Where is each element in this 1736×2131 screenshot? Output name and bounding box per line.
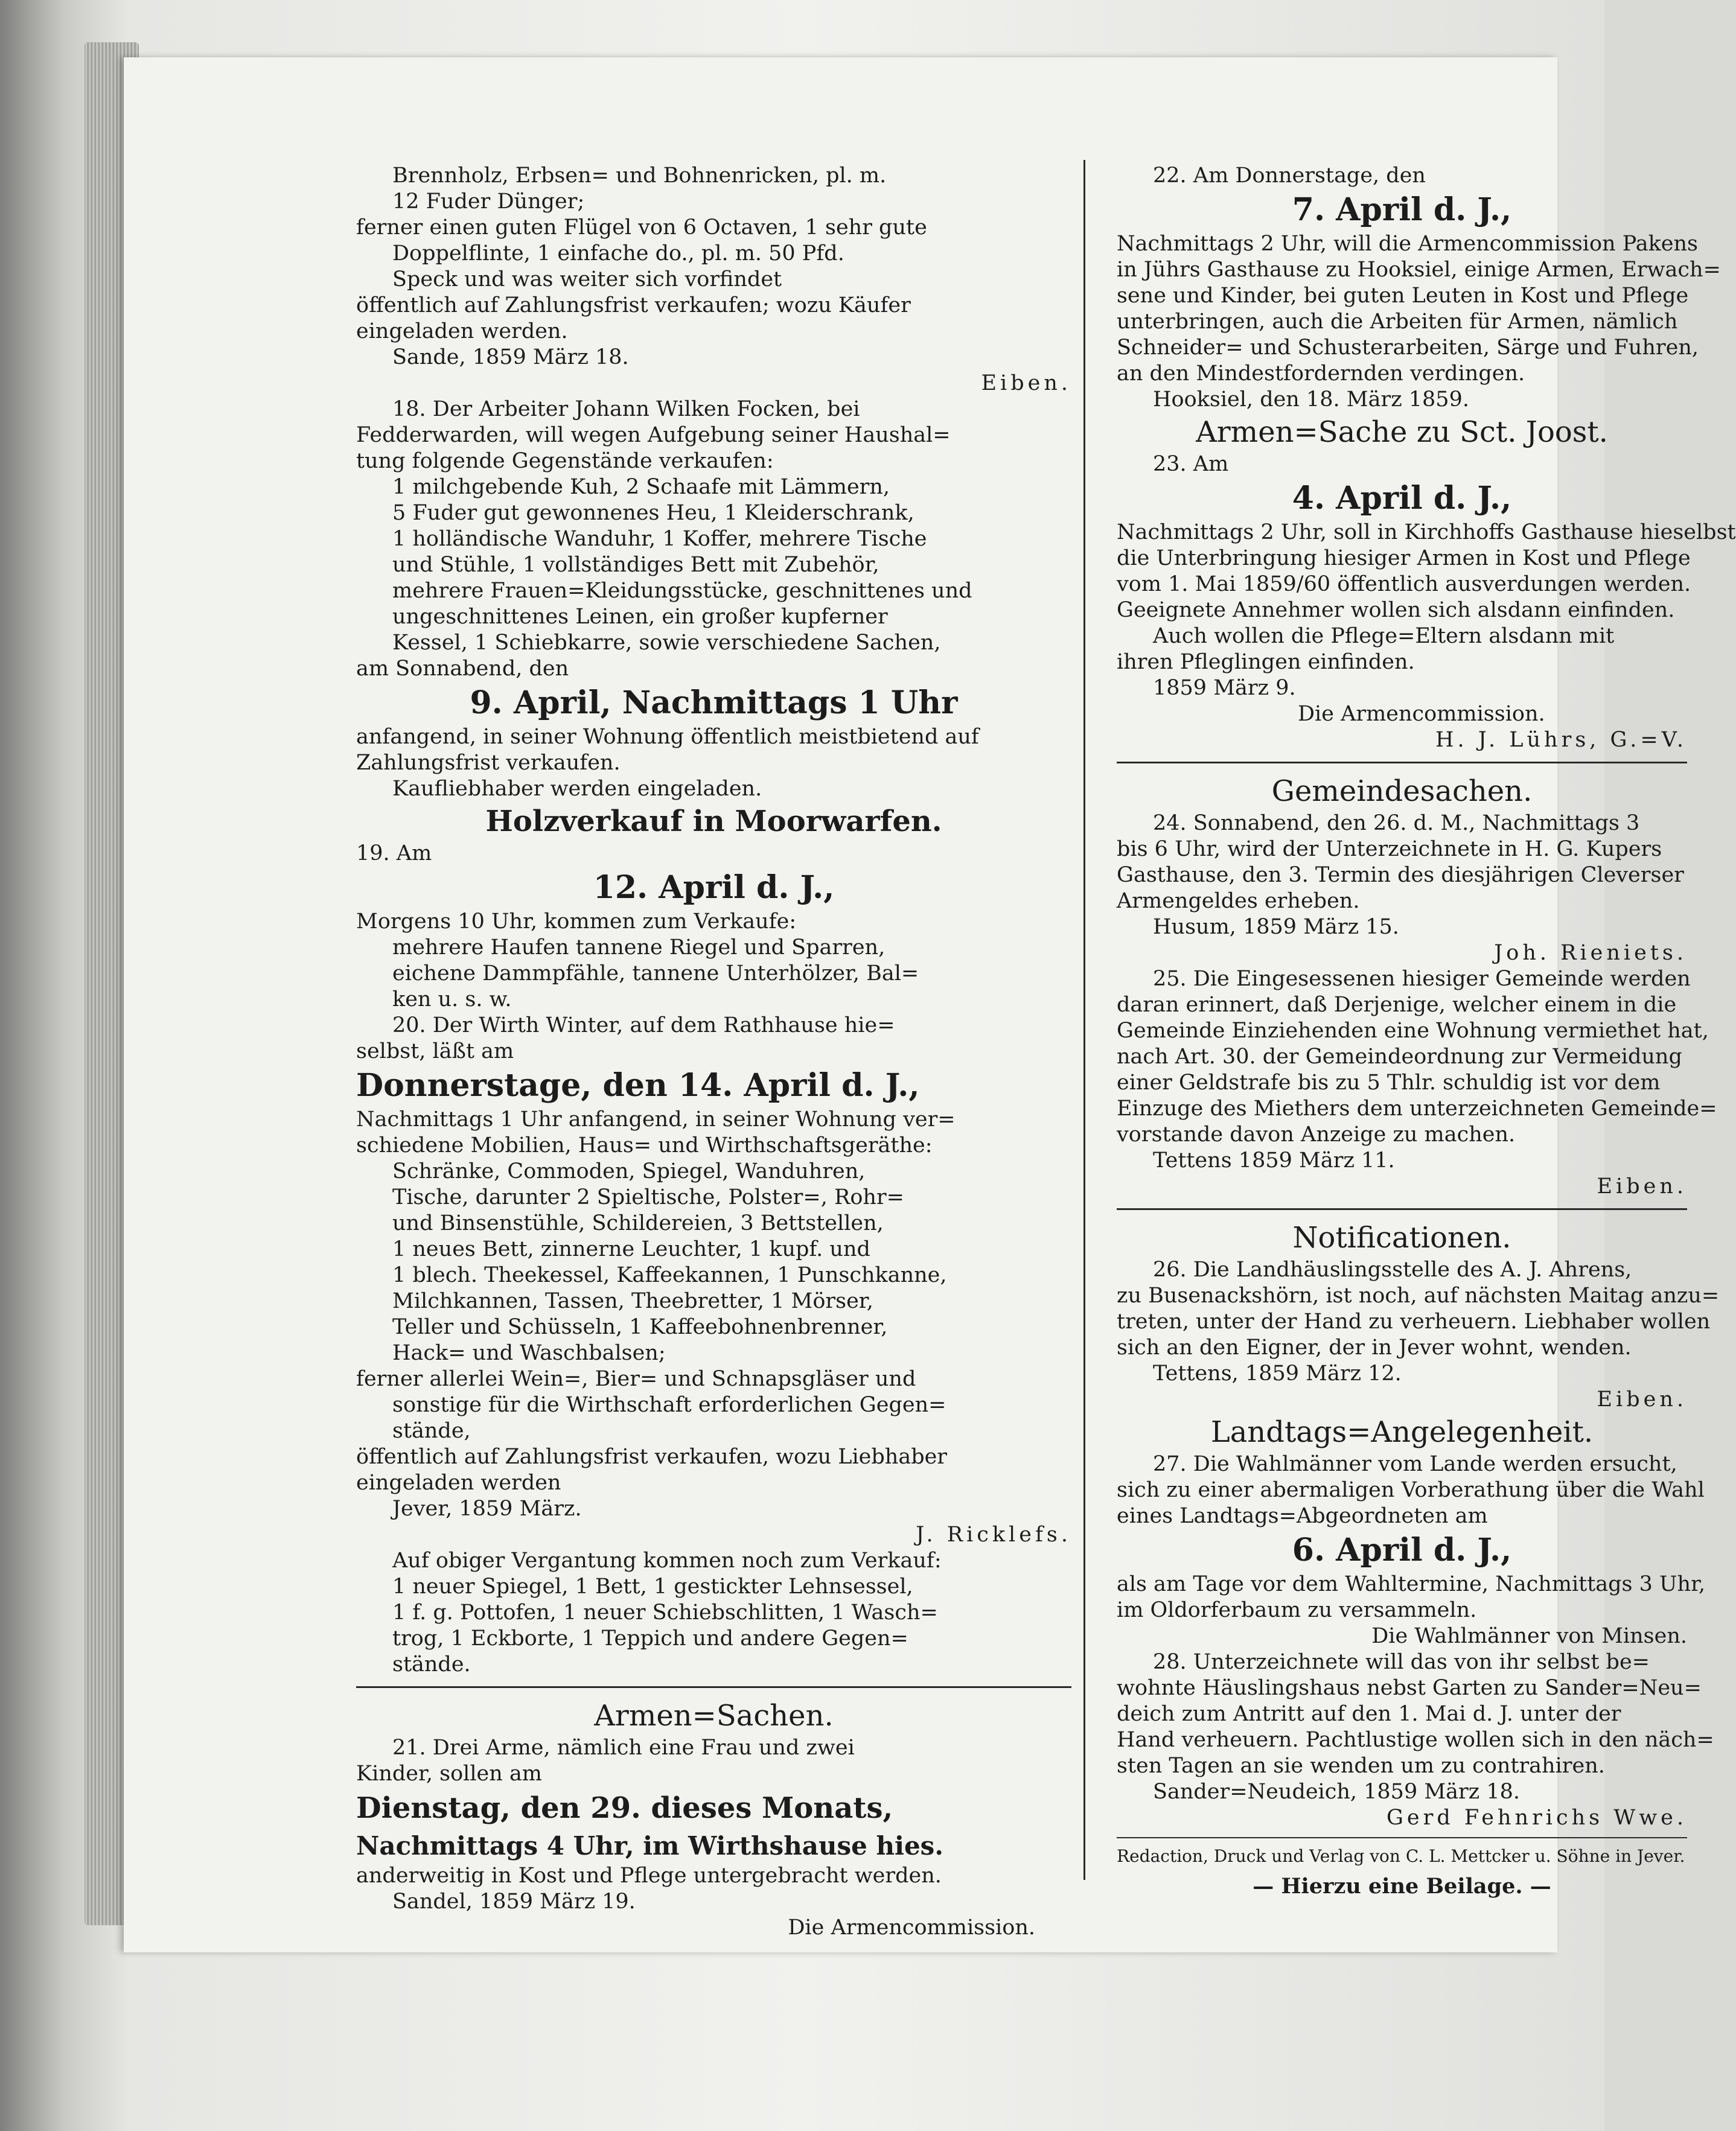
text-line: 20. Der Wirth Winter, auf dem Rathhause hie= xyxy=(392,1013,895,1037)
section-armen-sachen: Armen=Sachen. xyxy=(594,1699,834,1733)
text-line: und Binsenstühle, Schildereien, 3 Bettstellen, xyxy=(392,1211,884,1235)
left-column xyxy=(356,163,1071,1941)
text-line: Geeignete Annehmer wollen sich alsdann einfinden. xyxy=(1117,598,1675,622)
right-column xyxy=(1117,163,1736,1899)
text-line: 1 neues Bett, zinnerne Leuchter, 1 kupf. und xyxy=(392,1237,870,1261)
text-line: ihren Pfleglingen einfinden. xyxy=(1117,650,1415,674)
divider-armen-sachen xyxy=(356,1686,1071,1688)
text-line: am Sonnabend, den xyxy=(356,657,569,681)
headline-donnerstage: Donnerstage, den 14. April d. J., xyxy=(356,1067,920,1104)
text-line: an den Mindestfordernden verdingen. xyxy=(1117,362,1525,386)
text-line: anfangend, in seiner Wohnung öffentlich meistbietend auf xyxy=(356,725,979,749)
text-line: Auf obiger Vergantung kommen noch zum Verkauf: xyxy=(392,1549,942,1573)
text-line: Sande, 1859 März 18. xyxy=(392,345,629,369)
divider-imprint xyxy=(1117,1837,1687,1838)
text-line: Auch wollen die Pflege=Eltern alsdann mit xyxy=(1153,624,1615,648)
headline-7-april: 7. April d. J., xyxy=(1292,191,1512,228)
text-line: und Stühle, 1 vollständiges Bett mit Zubehör, xyxy=(392,553,879,577)
text-line: ken u. s. w. xyxy=(392,987,512,1011)
text-line: Tettens 1859 März 11. xyxy=(1153,1148,1395,1173)
text-line: Armengeldes erheben. xyxy=(1117,889,1360,913)
headline-4-april: 4. April d. J., xyxy=(1292,480,1512,517)
text-line: bis 6 Uhr, wird der Unterzeichnete in H. G. Kupers xyxy=(1117,837,1662,861)
imprint: Redaction, Druck und Verlag von C. L. Mettcker u. Söhne in Jever. xyxy=(1117,1846,1685,1866)
text-line: Nachmittags 2 Uhr, soll in Kirchhoffs Gasthause hieselbst xyxy=(1117,520,1736,544)
text-line: Hand verheuern. Pachtlustige wollen sich in den näch= xyxy=(1117,1728,1714,1752)
text-line: Nachmittags 2 Uhr, will die Armencommission Pakens xyxy=(1117,232,1698,256)
text-line: in Jührs Gasthause zu Hooksiel, einige Armen, Erwach= xyxy=(1117,258,1721,282)
signature-luehrs: H. J. Lührs, G.=V. xyxy=(1435,728,1687,752)
text-line: einer Geldstrafe bis zu 5 Thlr. schuldig ist vor dem xyxy=(1117,1071,1661,1095)
signature-armencommission-right: Die Armencommission. xyxy=(1298,702,1545,726)
right-block-6 xyxy=(1117,1451,1705,1529)
text-line: sonstige für die Wirthschaft erforderlichen Gegen= xyxy=(392,1393,946,1417)
text-line: als am Tage vor dem Wahltermine, Nachmittags 3 Uhr, xyxy=(1117,1572,1706,1596)
left-block-6 xyxy=(356,1548,1071,1678)
text-line: eichene Dammpfähle, tannene Unterhölzer, Bal= xyxy=(392,961,919,986)
text-line: mehrere Frauen=Kleidungsstücke, geschnittenes und xyxy=(392,579,972,603)
divider-notificationen xyxy=(1117,1208,1687,1210)
notice-22: 22. Am Donnerstage, den xyxy=(1153,164,1426,188)
text-line: Zahlungsfrist verkaufen. xyxy=(356,751,621,775)
right-block-4 xyxy=(1117,966,1717,1174)
text-line: 5 Fuder gut gewonnenes Heu, 1 Kleiderschrank, xyxy=(392,501,914,525)
text-line: vom 1. Mai 1859/60 öffentlich ausverdungen werden. xyxy=(1117,572,1691,596)
text-line: Sander=Neudeich, 1859 März 18. xyxy=(1153,1780,1521,1804)
signature-wahlmaenner: Die Wahlmänner von Minsen. xyxy=(1371,1624,1687,1648)
headline-dienstag: Dienstag, den 29. dieses Monats, xyxy=(356,1791,893,1825)
signature-armencommission-left: Die Armencommission. xyxy=(788,1916,1035,1940)
text-line: 1 blech. Theekessel, Kaffeekannen, 1 Punschkanne, xyxy=(392,1263,947,1287)
text-line: im Oldorferbaum zu versammeln. xyxy=(1117,1598,1477,1622)
text-line: selbst, läßt am xyxy=(356,1039,514,1063)
text-line: anderweitig in Kost und Pflege untergebracht werden. xyxy=(356,1864,942,1888)
text-line: tung folgende Gegenstände verkaufen: xyxy=(356,449,774,473)
text-line: treten, unter der Hand zu verheuern. Liebhaber wollen xyxy=(1117,1310,1711,1334)
text-line: Tettens, 1859 März 12. xyxy=(1153,1362,1402,1386)
text-line: vorstande davon Anzeige zu machen. xyxy=(1117,1123,1516,1147)
divider-gemeindesachen xyxy=(1117,762,1687,763)
text-line: Sandel, 1859 März 19. xyxy=(392,1890,636,1914)
right-block-7 xyxy=(1117,1572,1706,1623)
text-line: unterbringen, auch die Arbeiten für Armen, nämlich xyxy=(1117,310,1678,334)
text-line: 1 milchgebende Kuh, 2 Schaafe mit Lämmern, xyxy=(392,475,890,499)
section-landtags: Landtags=Angelegenheit. xyxy=(1210,1415,1594,1449)
column-divider xyxy=(1083,160,1085,1880)
left-block-2 xyxy=(356,397,1071,682)
headline-6-april: 6. April d. J., xyxy=(1292,1532,1512,1569)
text-line: zu Busenackshörn, ist noch, auf nächsten Maitag anzu= xyxy=(1117,1284,1720,1308)
text-line: Milchkannen, Tassen, Theebretter, 1 Mörser, xyxy=(392,1289,873,1313)
signature-eiben-1: Eiben. xyxy=(981,371,1071,395)
right-block-3 xyxy=(1117,811,1687,940)
text-line: daran erinnert, daß Derjenige, welcher einem in die xyxy=(1117,993,1677,1017)
text-line: 18. Der Arbeiter Johann Wilken Focken, bei xyxy=(392,397,860,421)
left-block-7 xyxy=(356,1735,1071,1787)
text-line: öffentlich auf Zahlungsfrist verkaufen; wozu Käufer xyxy=(356,293,911,317)
text-line: mehrere Haufen tannene Riegel und Sparren, xyxy=(392,935,886,960)
text-line: 25. Die Eingesessenen hiesiger Gemeinde werden xyxy=(1153,967,1691,991)
signature-rieniets: Joh. Rieniets. xyxy=(1494,941,1687,965)
headline-9-april: 9. April, Nachmittags 1 Uhr xyxy=(470,684,958,721)
text-line: Kinder, sollen am xyxy=(356,1762,542,1786)
text-line: Speck und was weiter sich vorfindet xyxy=(392,267,782,291)
text-line: Schränke, Commoden, Spiegel, Wanduhren, xyxy=(392,1159,866,1183)
text-line: 12 Fuder Dünger; xyxy=(392,190,585,214)
section-armen-sache-joost: Armen=Sache zu Sct. Joost. xyxy=(1196,415,1608,449)
newspaper-page xyxy=(124,57,1736,1952)
text-line: Teller und Schüsseln, 1 Kaffeebohnenbrenner, xyxy=(392,1315,888,1339)
text-line: sich zu einer abermaligen Vorberathung über die Wahl xyxy=(1117,1478,1705,1502)
text-line: Jever, 1859 März. xyxy=(392,1497,582,1521)
section-notificationen: Notificationen. xyxy=(1292,1221,1511,1255)
text-line: 27. Die Wahlmänner vom Lande werden ersucht, xyxy=(1153,1452,1677,1476)
text-line: Fedderwarden, will wegen Aufgebung seiner Haushal= xyxy=(356,423,951,447)
text-line: öffentlich auf Zahlungsfrist verkaufen, wozu Liebhaber xyxy=(356,1445,948,1469)
text-line: stände, xyxy=(392,1419,471,1443)
text-line: schiedene Mobilien, Haus= und Wirthschaftsgeräthe: xyxy=(356,1133,933,1158)
text-line: eines Landtags=Abgeordneten am xyxy=(1117,1504,1488,1528)
text-line: Einzuge des Miethers dem unterzeichneten Gemeinde= xyxy=(1117,1097,1717,1121)
left-block-3 xyxy=(356,724,1071,802)
text-line: trog, 1 Eckborte, 1 Teppich und andere Gegen= xyxy=(392,1626,908,1651)
signature-eiben-3: Eiben. xyxy=(1597,1387,1687,1412)
text-line: ungeschnittenes Leinen, ein großer kupferner xyxy=(392,605,888,629)
section-holzverkauf: Holzverkauf in Moorwarfen. xyxy=(485,804,942,838)
notice-19: 19. Am xyxy=(356,841,432,865)
text-line: 1 neuer Spiegel, 1 Bett, 1 gestickter Lehnsessel, xyxy=(392,1575,913,1599)
signature-ricklefs: J. Ricklefs. xyxy=(916,1523,1071,1547)
text-line: Brennholz, Erbsen= und Bohnenricken, pl. m. xyxy=(392,164,887,188)
left-block-5 xyxy=(356,1107,1071,1522)
text-line: eingeladen werden xyxy=(356,1471,561,1495)
text-line: 28. Unterzeichnete will das von ihr selbst be= xyxy=(1153,1650,1650,1674)
section-gemeindesachen: Gemeindesachen. xyxy=(1271,774,1533,808)
text-line: Kessel, 1 Schiebkarre, sowie verschiedene Sachen, xyxy=(392,631,941,655)
text-line: Tische, darunter 2 Spieltische, Polster=, Rohr= xyxy=(392,1185,904,1209)
text-line: Gasthause, den 3. Termin des diesjährigen Cleverser xyxy=(1117,863,1684,887)
text-line: Doppelflinte, 1 einfache do., pl. m. 50 Pfd. xyxy=(392,241,844,266)
text-line: ferner einen guten Flügel von 6 Octaven, 1 sehr gute xyxy=(356,215,927,240)
text-line: stände. xyxy=(392,1652,471,1677)
text-line: Hack= und Waschbalsen; xyxy=(392,1341,666,1365)
text-line: deich zum Antritt auf den 1. Mai d. J. unter der xyxy=(1117,1702,1621,1726)
right-block-5 xyxy=(1117,1257,1720,1387)
left-block-8 xyxy=(356,1863,1071,1915)
text-line: eingeladen werden. xyxy=(356,319,568,343)
text-line: Hooksiel, den 18. März 1859. xyxy=(1153,387,1469,412)
signature-eiben-2: Eiben. xyxy=(1597,1174,1687,1199)
headline-12-april: 12. April d. J., xyxy=(593,869,835,906)
left-block-4 xyxy=(356,909,1071,1065)
text-line: Gemeinde Einziehenden eine Wohnung vermiethet hat, xyxy=(1117,1019,1709,1043)
headline-nachmittags-4: Nachmittags 4 Uhr, im Wirthshause hies. xyxy=(356,1831,943,1861)
text-line: Morgens 10 Uhr, kommen zum Verkaufe: xyxy=(356,909,797,934)
beilage-note: — Hierzu eine Beilage. — xyxy=(1253,1874,1551,1899)
text-line: 1 f. g. Pottofen, 1 neuer Schiebschlitten, 1 Wasch= xyxy=(392,1601,938,1625)
text-line: 1 holländische Wanduhr, 1 Koffer, mehrere Tische xyxy=(392,527,927,551)
text-line: Schneider= und Schusterarbeiten, Särge und Fuhren, xyxy=(1117,336,1699,360)
left-block-1 xyxy=(356,163,1071,371)
text-line: wohnte Häuslingshaus nebst Garten zu Sander=Neu= xyxy=(1117,1676,1702,1700)
text-line: die Unterbringung hiesiger Armen in Kost und Pflege xyxy=(1117,546,1691,570)
text-line: 26. Die Landhäuslingsstelle des A. J. Ahrens, xyxy=(1153,1258,1632,1282)
text-line: sich an den Eigner, der in Jever wohnt, wenden. xyxy=(1117,1336,1632,1360)
right-block-2 xyxy=(1117,520,1736,701)
text-line: ferner allerlei Wein=, Bier= und Schnapsgläser und xyxy=(356,1367,916,1391)
text-line: Husum, 1859 März 15. xyxy=(1153,915,1399,939)
text-line: Kaufliebhaber werden eingeladen. xyxy=(392,777,762,801)
notice-23: 23. Am xyxy=(1153,452,1229,476)
right-block-8 xyxy=(1117,1649,1714,1805)
text-line: Nachmittags 1 Uhr anfangend, in seiner Wohnung ver= xyxy=(356,1107,956,1132)
text-line: sten Tagen an sie wenden um zu contrahiren. xyxy=(1117,1754,1605,1778)
text-line: 21. Drei Arme, nämlich eine Frau und zwei xyxy=(392,1736,855,1760)
text-line: 1859 März 9. xyxy=(1153,676,1296,700)
signature-fehnrichs: Gerd Fehnrichs Wwe. xyxy=(1386,1806,1687,1830)
right-block-1 xyxy=(1117,231,1721,413)
text-line: 24. Sonnabend, den 26. d. M., Nachmittags 3 xyxy=(1153,811,1640,835)
text-line: nach Art. 30. der Gemeindeordnung zur Vermeidung xyxy=(1117,1045,1682,1069)
text-line: sene und Kinder, bei guten Leuten in Kost und Pflege xyxy=(1117,284,1689,308)
